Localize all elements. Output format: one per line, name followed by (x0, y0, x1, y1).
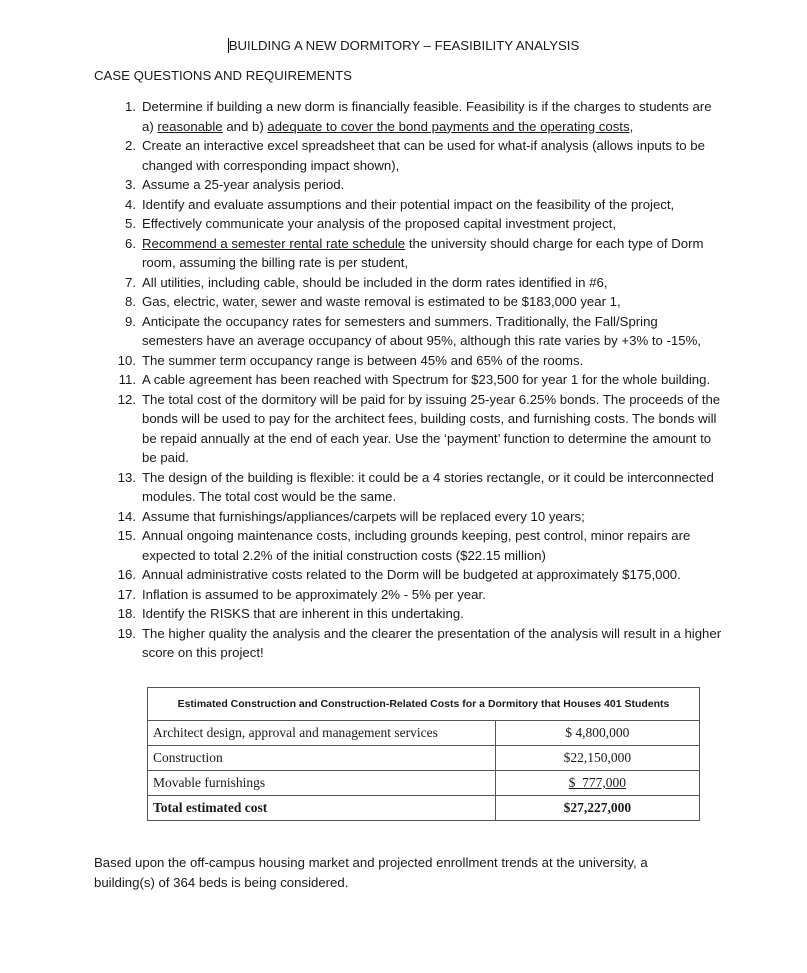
cost-amount: $22,150,000 (495, 746, 699, 771)
cost-label: Movable furnishings (148, 771, 496, 796)
requirement-item: 4. Identify and evaluate assumptions and their potential impact on the feasibility of the project, (125, 196, 675, 212)
cost-label: Construction (148, 746, 496, 771)
section-heading: CASE QUESTIONS AND REQUIREMENTS (94, 68, 352, 83)
requirement-item: 5. Effectively communicate your analysis of the proposed capital investment project, (125, 216, 617, 231)
cost-label: Architect design, approval and management services (148, 721, 496, 746)
table-row (148, 796, 700, 821)
cost-amount: $ 4,800,000 (495, 721, 699, 746)
requirement-item: 12. The total cost of the dormitory will be paid for by issuing 25-year 6.25% bonds. The proceeds of the bonds will be used to pay for the architect fees, building costs, and furnishing costs. The bonds will be repaid annually at the end of each year. Use the ‘payment’ function to determine the amount to be paid. (117, 391, 721, 465)
requirement-item: 7. All utilities, including cable, should be included in the dorm rates identified in #6, (125, 274, 608, 290)
requirement-item: 14. Assume that furnishings/appliances/carpets will be replaced every 10 years; (117, 508, 585, 524)
requirement-item: 8. Gas, electric, water, sewer and waste removal is estimated to be $183,000 year 1, (125, 294, 621, 309)
requirement-item: 10. The summer term occupancy range is between 45% and 65% of the rooms. (117, 352, 584, 368)
requirement-item: 6. Recommend a semester rental rate schedule the university should charge for each type of Dorm room, assuming the billing rate is per student, (125, 235, 704, 270)
requirement-item: 18. Identify the RISKS that are inherent in this undertaking. (117, 606, 464, 621)
cost-table (147, 687, 700, 821)
requirement-item: 3. Assume a 25-year analysis period. (125, 177, 345, 192)
requirement-item: 9. Anticipate the occupancy rates for semesters and summers. Traditionally, the Fall/Spring semesters have an average occupancy of about 95%, although this rate varies by +3% to -15%, (125, 313, 701, 348)
requirements-list (0, 97, 807, 663)
requirement-item: 2. Create an interactive excel spreadsheet that can be used for what-if analysis (allows inputs to be changed with corresponding impact shown), (125, 138, 705, 173)
footer-paragraph: Based upon the off-campus housing market and projected enrollment trends at the university, a building(s) of 364 beds is being considered. (94, 855, 648, 890)
requirement-item: 19. The higher quality the analysis and the clearer the presentation of the analysis will result in a higher score on this project! (117, 625, 722, 660)
requirement-item: 17. Inflation is assumed to be approximately 2% - 5% per year. (117, 586, 486, 602)
requirement-item: 13. The design of the building is flexible: it could be a 4 stories rectangle, or it could be interconnected modules. The total cost would be the same. (117, 469, 714, 504)
cost-amount: $ 777,000 (568, 775, 626, 790)
total-label: Total estimated cost (148, 796, 496, 821)
document-title (0, 38, 807, 53)
document-title-text: BUILDING A NEW DORMITORY – FEASIBILITY ANALYSIS (228, 38, 580, 53)
table-row (148, 746, 700, 771)
cost-table-caption: Estimated Construction and Construction-Related Costs for a Dormitory that Houses 401 Students (148, 688, 700, 721)
requirement-item: 11. A cable agreement has been reached with Spectrum for $23,500 for year 1 for the whole building. (118, 372, 711, 387)
total-amount: $27,227,000 (495, 796, 699, 821)
table-row (148, 771, 700, 796)
requirement-item: 1. Determine if building a new dorm is financially feasible. Feasibility is if the charges to students are a) reasonable and b) adequate to cover the bond payments and the operating costs, (125, 99, 712, 134)
table-row (148, 721, 700, 746)
requirement-item: 16. Annual administrative costs related to the Dorm will be budgeted at approximately $175,000. (117, 567, 681, 582)
requirement-item: 15. Annual ongoing maintenance costs, including grounds keeping, pest control, minor repairs are expected to total 2.2% of the initial construction costs ($22.15 million) (117, 528, 691, 563)
